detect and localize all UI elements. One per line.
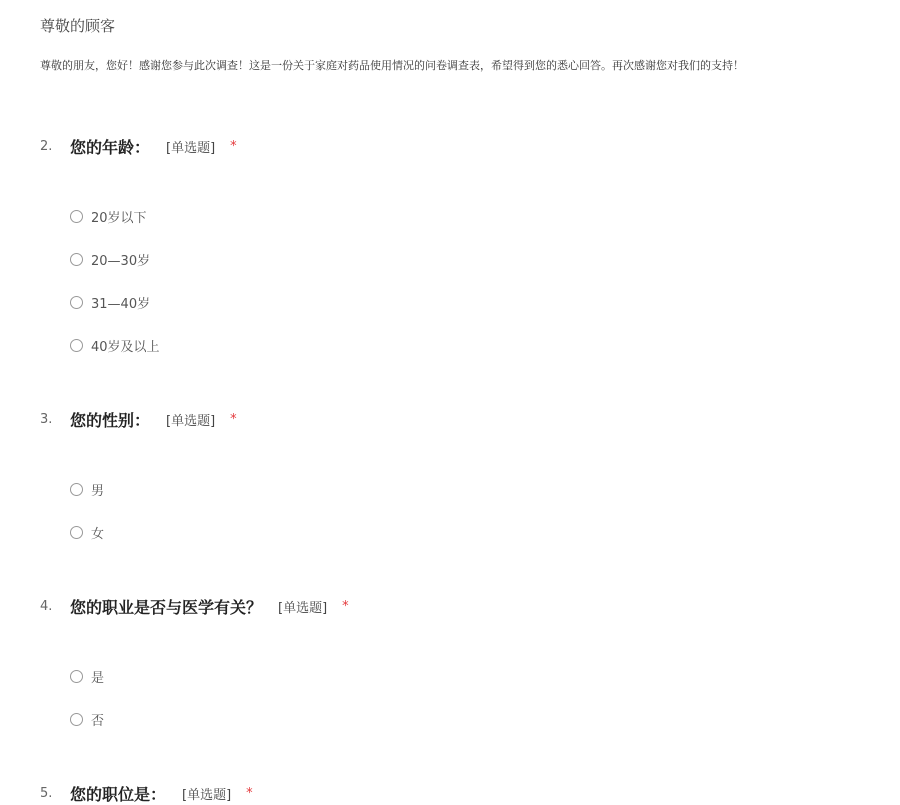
option-age-20-30[interactable] (70, 249, 150, 269)
option-label: 20岁以下 (91, 210, 147, 226)
option-label: 31—40岁 (91, 296, 151, 312)
option-label: 否 (91, 713, 105, 729)
question-number: 2. (40, 138, 53, 154)
required-marker: * (246, 785, 253, 801)
question-title: 您的性别： (70, 410, 151, 430)
greeting-title: 尊敬的顾客 (40, 17, 116, 35)
required-marker: * (342, 598, 349, 614)
question-number: 4. (40, 598, 53, 614)
question-number: 3. (40, 411, 53, 427)
question-title: 您的职业是否与医学有关？ (70, 597, 263, 617)
question-title: 您的年龄： (70, 137, 151, 157)
option-no[interactable] (70, 709, 104, 729)
question-header (40, 595, 349, 617)
radio-button[interactable] (70, 210, 83, 223)
option-age-40-plus[interactable] (70, 335, 160, 355)
option-label: 女 (91, 526, 105, 542)
required-marker: * (230, 411, 237, 427)
required-marker: * (230, 138, 237, 154)
option-age-under-20[interactable] (70, 206, 147, 226)
option-age-31-40[interactable] (70, 292, 150, 312)
radio-button[interactable] (70, 713, 83, 726)
question-type: [单选题] (166, 140, 216, 156)
question-header (40, 135, 237, 157)
radio-button[interactable] (70, 483, 83, 496)
option-label: 男 (91, 483, 105, 499)
question-type: [单选题] (278, 600, 328, 616)
radio-button[interactable] (70, 526, 83, 539)
radio-button[interactable] (70, 296, 83, 309)
intro-text: 尊敬的朋友，您好！感谢您参与此次调查！这是一份关于家庭对药品使用情况的问卷调查表，希望得到您的悉心回答。再次感谢您对我们的支持！ (40, 59, 744, 72)
question-header (40, 408, 237, 430)
question-title: 您的职位是： (70, 784, 167, 804)
radio-button[interactable] (70, 253, 83, 266)
option-label: 20—30岁 (91, 253, 151, 269)
radio-button[interactable] (70, 670, 83, 683)
radio-button[interactable] (70, 339, 83, 352)
question-type: [单选题] (166, 413, 216, 429)
option-label: 是 (91, 670, 105, 686)
option-label: 40岁及以上 (91, 339, 160, 355)
question-number: 5. (40, 785, 53, 801)
question-header (40, 782, 253, 804)
option-gender-male[interactable] (70, 479, 104, 499)
option-gender-female[interactable] (70, 522, 104, 542)
question-type: [单选题] (182, 787, 232, 803)
option-yes[interactable] (70, 666, 104, 686)
